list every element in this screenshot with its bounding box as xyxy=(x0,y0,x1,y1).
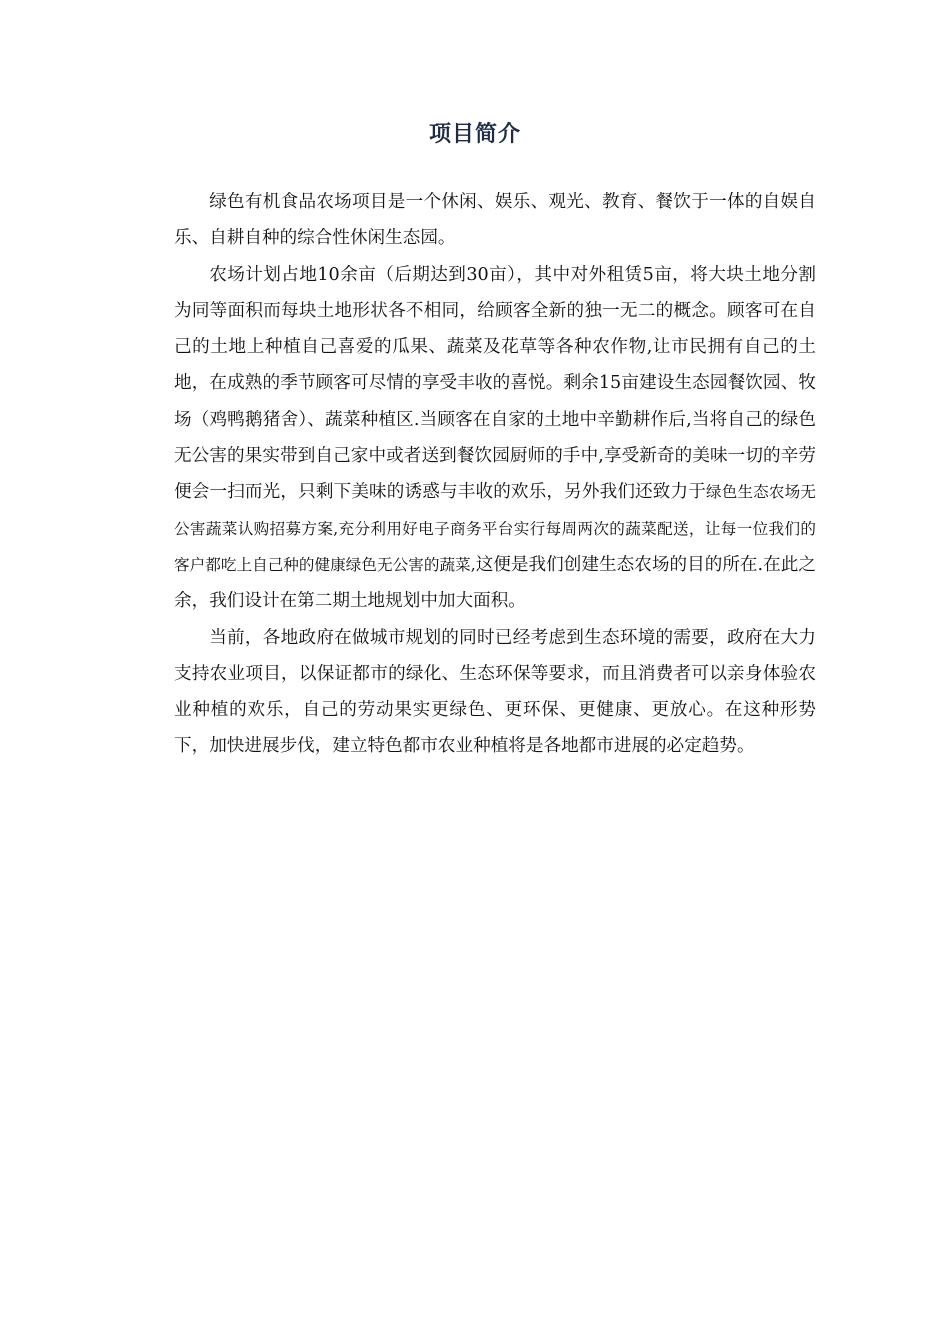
paragraph-1: 绿色有机食品农场项目是一个休闲、娱乐、观光、教育、餐饮于一体的自娱自乐、自耕自种的综合性休闲生态园。 xyxy=(174,192,816,249)
paragraph-2-small-text: 绿色生态农场无公害蔬菜认购招募方案,充分利用好电子商务平台实行每周两次的蔬菜配送，让每一位我们的客户都吃上自己种的健康绿色无公害的蔬菜, xyxy=(174,483,816,574)
paragraph-2-text: 农场计划占地10余亩（后期达到30亩），其中对外租赁5亩，将大块土地分割为同等面积而每块土地形状各不相同，给顾客全新的独一无二的概念。顾客可在自己的土地上种植自己喜爱的瓜果、蔬菜及花草等各种农作物,让市民拥有自己的土地，在成熟的季节顾客可尽情的享受丰收的喜悦。剩余15亩建设生态园餐饮园、牧场（鸡鸭鹅猪舍）、蔬菜种植区.当顾客在自家的土地中辛勤耕作后,当将自己的绿色无公害的果实带到自己家中或者送到餐饮园厨师的手中,享受新奇的美味一切的辛劳便会一扫而光，只剩下美味的诱惑与丰收的欢乐，另外我们还致力于 xyxy=(174,264,816,503)
paragraph-3: 当前，各地政府在做城市规划的同时已经考虑到生态环境的需要，政府在大力支持农业项目，以保证都市的绿化、生态环保等要求，而且消费者可以亲身体验农业种植的欢乐，自己的劳动果实更绿色、更环保、更健康、更放心。在这种形势下，加快进展步伐，建立特色都市农业种植将是各地都市进展的必定趋势。 xyxy=(174,627,816,757)
document-body xyxy=(174,184,816,765)
paragraph-2-closing-text: 这便是我们创建生态农场的目的所在.在此之余，我们设计在第二期土地规划中加大面积。 xyxy=(174,554,816,612)
document-title: 项目简介 xyxy=(428,121,521,147)
paragraph-2 xyxy=(174,257,816,620)
